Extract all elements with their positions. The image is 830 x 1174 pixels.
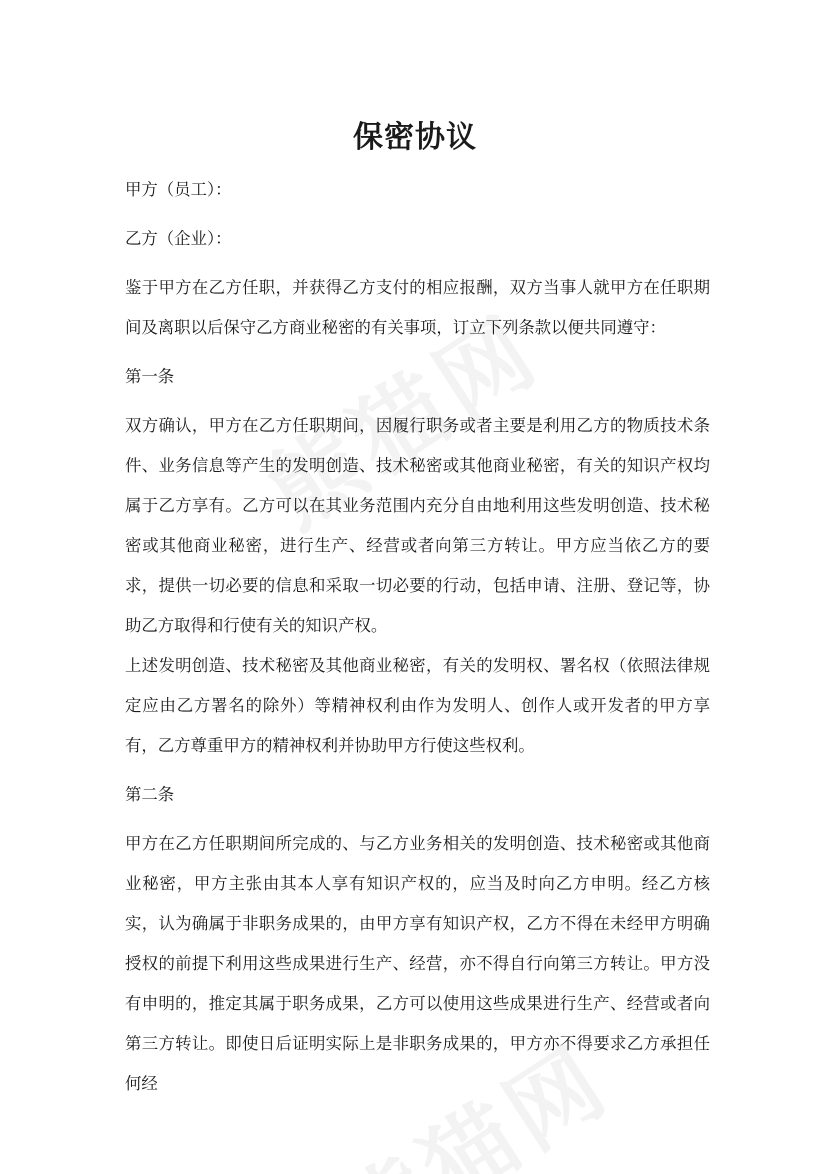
article-2-paragraph-1: 甲方在乙方任职期间所完成的、与乙方业务相关的发明创造、技术秘密或其他商业秘密，甲方主张由其本人享有知识产权的，应当及时向乙方申明。经乙方核实，认为确属于非职务成果的，由甲方享有知识产权，乙方不得在未经甲方明确授权的前提下利用这些成果进行生产、经营，亦不得自行向第三方转让。甲方没有申明的，推定其属于职务成果，乙方可以使用这些成果进行生产、经营或者向第三方转让。即使日后证明实际上是非职务成果的，甲方亦不得要求乙方承担任何经 xyxy=(125,834,710,1093)
article-1-paragraph-1: 双方确认，甲方在乙方任职期间，因履行职务或者主要是利用乙方的物质技术条件、业务信息等产生的发明创造、技术秘密或其他商业秘密，有关的知识产权均属于乙方享有。乙方可以在其业务范围内充分自由地利用这些发明创造、技术秘密或其他商业秘密，进行生产、经营或者向第三方转让。甲方应当依乙方的要求，提供一切必要的信息和采取一切必要的行动，包括申请、注册、登记等，协助乙方取得和行使有关的知识产权。 xyxy=(125,416,710,635)
article-2-heading: 第二条 xyxy=(125,785,175,804)
preamble-paragraph: 鉴于甲方在乙方任职，并获得乙方支付的相应报酬，双方当事人就甲方在任职期间及离职以后保守乙方商业秘密的有关事项，订立下列条款以便共同遵守： xyxy=(125,278,710,337)
document-title: 保密协议 xyxy=(353,120,477,155)
party-b-line: 乙方（企业）： xyxy=(125,229,232,248)
document-body xyxy=(125,170,710,1104)
party-a-line: 甲方（员工）： xyxy=(125,180,232,199)
article-1-paragraph-2: 上述发明创造、技术秘密及其他商业秘密，有关的发明权、署名权（依照法律规定应由乙方署名的除外）等精神权利由作为发明人、创作人或开发者的甲方享有，乙方尊重甲方的精神权利并协助甲方行使这些权利。 xyxy=(125,656,710,755)
article-1-heading: 第一条 xyxy=(125,367,175,386)
